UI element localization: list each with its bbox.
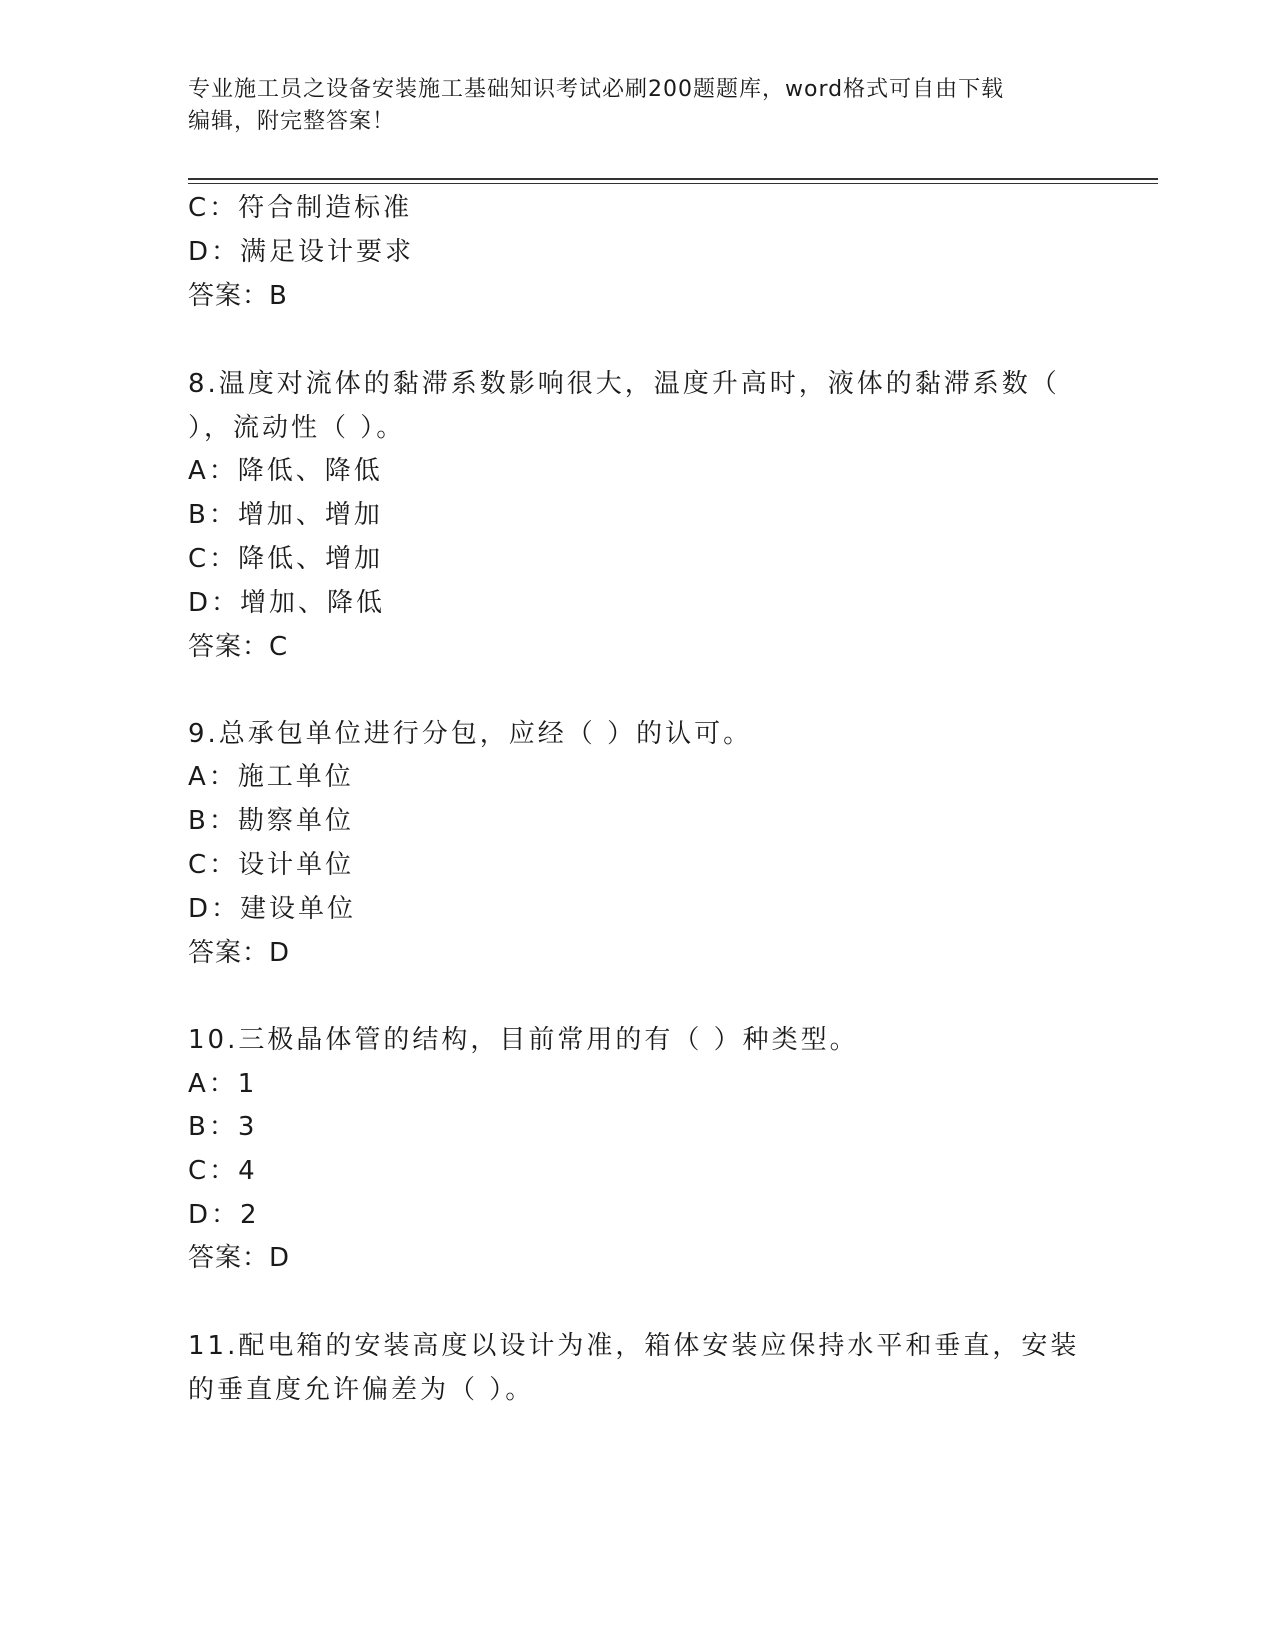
q9-option-b: B：勘察单位 [188, 806, 354, 836]
q9-option-d: D：建设单位 [188, 894, 357, 924]
q10-option-c: C：4 [188, 1156, 258, 1186]
q10-stem: 10.三极晶体管的结构，目前常用的有（ ）种类型。 [188, 1025, 859, 1055]
q8-option-d: D：增加、降低 [188, 588, 386, 618]
q9-answer: 答案：D [188, 938, 291, 968]
q10-option-a: A：1 [188, 1069, 258, 1099]
q11-stem-line-2: 的垂直度允许偏差为（ ）。 [188, 1375, 535, 1405]
q10-option-b: B：3 [188, 1112, 258, 1142]
q8-option-b: B：增加、增加 [188, 500, 383, 530]
header-divider-thick [188, 178, 1158, 180]
q7-option-d: D：满足设计要求 [188, 237, 415, 267]
document-header [188, 74, 1088, 138]
q11-stem-line-1: 11.配电箱的安装高度以设计为准，箱体安装应保持水平和垂直，安装 [188, 1331, 1080, 1361]
q9-option-c: C：设计单位 [188, 850, 355, 880]
q7-answer: 答案：B [188, 281, 288, 311]
q9-option-a: A：施工单位 [188, 762, 354, 792]
header-divider-thin [188, 183, 1158, 184]
q8-stem-line-2: ），流动性（ ）。 [188, 413, 406, 443]
header-title-line-2: 编辑，附完整答案！ [188, 109, 396, 134]
q8-option-a: A：降低、降低 [188, 456, 383, 486]
q8-answer: 答案：C [188, 632, 289, 662]
q8-stem-line-1: 8.温度对流体的黏滞系数影响很大，温度升高时，液体的黏滞系数（ [188, 369, 1060, 399]
q7-option-c: C：符合制造标准 [188, 193, 413, 223]
q10-answer: 答案：D [188, 1243, 291, 1273]
q10-option-d: D：2 [188, 1200, 260, 1230]
q9-stem: 9.总承包单位进行分包，应经（ ）的认可。 [188, 719, 753, 749]
header-title-line-1: 专业施工员之设备安装施工基础知识考试必刷200题题库，word格式可自由下载 [188, 77, 1005, 102]
q8-option-c: C：降低、增加 [188, 544, 384, 574]
